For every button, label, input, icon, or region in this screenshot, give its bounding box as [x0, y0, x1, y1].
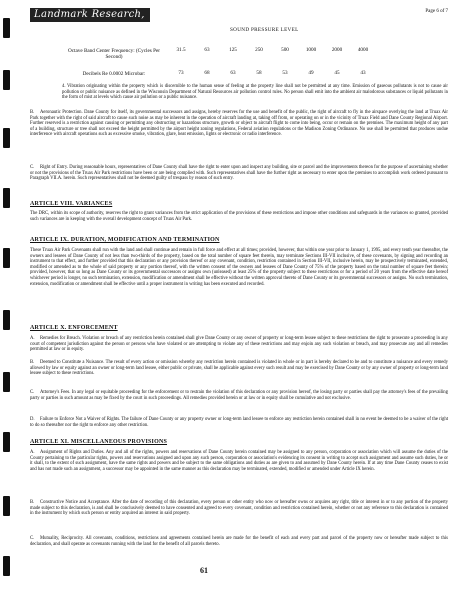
- article-x-a-text: Remedies for Breach. Violation or breach of any restriction herein contained shall give Dane County or any owner of property or long-term lessee subject to these restrictions the right to prosecute a proceeding in any court of competent jurisdiction against the person or persons who have violated or are attempting to violate any of these restrictions and may enjoin any such violation or breach, and may prosecute any and all remedies permitted at law or in equity.: [30, 336, 448, 353]
- article-viii-text: The DRC, within its scope of authority, reserves the right to grant variances from the strict application of the provisions of these restrictions and impose other conditions and safeguards in the variances so granted, provided such variances are in keeping with the overall development concept of Truax Air Park.: [30, 211, 448, 222]
- frequency-label: Octave Band Center Frequency: (Cycles Per Second): [67, 48, 161, 60]
- db-value: 49: [308, 70, 314, 76]
- frequency-values: [168, 48, 376, 60]
- article-x-c: C. Attorney's Fees. In any legal or equitable proceeding for the enforcement or to restrain the violation of this declaration or any provision hereof, the losing party or parties shall pay the attorney's fees of the prevailing party or parties in such amount as may be fixed by the court in such proceedings. All remedies provided herein or at law or in equity shall be cumulative and not exclusive.: [30, 390, 448, 401]
- binder-edge: [0, 0, 12, 599]
- db-value: 68: [204, 70, 210, 76]
- article-xi-c-text: Mutuality, Reciprocity. All covenants, conditions, restrictions and agreements contained herein are made for the benefit of each and every part and parcel of the property now or hereafter made subject to this declaration, and shall operate as covenants running with the land for the benefit of all parcels thereto.: [30, 536, 448, 547]
- section-c: C. Right of Entry. During reasonable hours, representatives of Dane County shall have the right to enter upon and inspect any building, site or parcel and the improvements thereon for the purpose of ascertaining whether or not the provisions of the Truax Air Park restrictions have been or are being complied with. Such representatives shall have the further right as necessary to enter upon the premises to accomplish work ordered pursuant to Paragraph VII.A. herein. Such representatives shall not be deemed guilty of trespass by reason of such entry.: [30, 165, 448, 182]
- db-value: 45: [334, 70, 340, 76]
- freq-value: 4000: [357, 47, 369, 53]
- article-x-title: ARTICLE X. ENFORCEMENT: [30, 325, 118, 331]
- section-b: B. Aeronautic Protection. Dane County for itself, its governmental successors and assigns, hereby reserves for the use and benefit of the public, the right of aircraft to fly in the airspace overlying the land at Truax Air Park together with the right of said aircraft to cause such noise as may be inherent in the operation of aircraft landing at, taking off from, or operating on or in the vicinity of Truax Field and Dane County Regional Airport. Further reserved is a restriction against causing or permitting any obstructing or hazardous structure, growth or object to aircraft flight to come into being, occur or remain on the premises. The maximum height of any part of a building, structure or tree shall not exceed the height permitted by the airport height zoning regulations, Federal aviation regulations or the Madison Zoning Ordinance. No use shall be permitted that produces undue interference with aircraft operations such as excessive smoke, vibration, glare, heat emission, lights or electronic or radio interference.: [30, 110, 448, 138]
- decibel-label: Decibels Re 0.0002 Microbar:: [82, 71, 146, 77]
- article-viii-title: ARTICLE VIII. VARIANCES: [30, 201, 113, 207]
- article-ix-title: ARTICLE IX. DURATION, MODIFICATION AND TERMINATION: [30, 237, 220, 243]
- section-a4: 4. Vibration originating within the property which is discernible to the human sense of feeling at the property line shall not be permitted at any time. Emission of gaseous pollutants is not to cause air pollution or public nuisance as defined in the Wisconsin Department of Natural Resources air pollution control rules. No person shall emit into the ambient air malodorous substances or liquid pollutants in the form of mist at levels which cause air pollution or a public nuisance.: [62, 84, 448, 101]
- decibel-row: [60, 71, 450, 77]
- section-b-text: Aeronautic Protection. Dane County for itself, its governmental successors and assigns, hereby reserves for the use and benefit of the public, the right of aircraft to fly in the airspace overlying the land at Truax Air Park together with the right of said aircraft to cause such noise as may be inherent in the operation of aircraft landing at, taking off from, or operating on or in the vicinity of Truax Field and Dane County Regional Airport. Further reserved is a restriction against causing or permitting any obstructing or hazardous structure, growth or object to aircraft flight to come into being, occur or remain on the premises. The maximum height of any part of a building, structure or tree shall not exceed the height permitted by the airport height zoning regulations, Federal aviation regulations or the Madison Zoning Ordinance. No use shall be permitted that produces undue interference with aircraft operations such as excessive smoke, vibration, glare, heat emission, lights or electronic or radio interference.: [30, 110, 448, 138]
- article-xi-a-text: Assignment of Rights and Duties. Any and all of the rights, powers and reservations of Dane County herein contained may be assigned to any person, corporation or association which will assume the duties of the County pertaining to the particular rights, powers and reservations assigned and upon any such person, corporation or association's evidencing its consent in writing to accept such assignment and assume such duties, he or it shall, to the extent of such assignment, have the same rights and powers and be subject to the same obligations and duties as are given to and assumed by Dane County herein. If at any time Dane County ceases to exist and has not made such an assignment, a successor may be appointed in the same manner as this declaration may be terminated, extended, modified or amended under Article IX herein.: [30, 450, 448, 472]
- db-value: 53: [282, 70, 288, 76]
- db-value: 43: [360, 70, 366, 76]
- freq-value: 63: [204, 47, 210, 53]
- freq-value: 1000: [305, 47, 317, 53]
- article-xi-b: B. Constructive Notice and Acceptance. After the date of recording of this declaration, every person or other entity who now or hereafter owns or acquires any right, title or interest in or to any portion of the property made subject to this declaration, is and shall be conclusively deemed to have consented and agreed to every covenant, condition and restriction contained herein, whether or not any reference to this declaration is contained in the instrument by which such person or entity acquired an interest in said property.: [30, 500, 448, 517]
- freq-value: 2000: [331, 47, 343, 53]
- freq-value: 125: [229, 47, 237, 53]
- article-xi-c: C. Mutuality, Reciprocity. All covenants, conditions, restrictions and agreements contained herein are made for the benefit of each and every part and parcel of the property now or hereafter made subject to this declaration, and shall operate as covenants running with the land for the benefit of all parcels thereto.: [30, 536, 448, 547]
- freq-value: 250: [255, 47, 263, 53]
- article-x-b-text: Deemed to Constitute a Nuisance. The result of every action or omission whereby any restriction herein contained is violated in whole or in part is hereby declared to be and to constitute a nuisance and every remedy allowed by law or equity against an owner or long-term land lessee, either public or private, shall be applicable against every such result and may be exercised by Dane County or by any owner of property or long-term land lessee subject to these restrictions.: [30, 360, 448, 377]
- frequency-row: [60, 48, 450, 60]
- decibel-values: [168, 71, 376, 77]
- section-c-text: Right of Entry. During reasonable hours, representatives of Dane County shall have the right to enter upon and inspect any building, site or parcel and the improvements thereon for the purpose of ascertaining whether or not the provisions of the Truax Air Park restrictions have been or are being complied with. Such representatives shall have the further right as necessary to enter upon the premises to accomplish work ordered pursuant to Paragraph VII.A. herein. Such representatives shall not be deemed guilty of trespass by reason of such entry.: [30, 165, 448, 182]
- article-x-c-text: Attorney's Fees. In any legal or equitable proceeding for the enforcement or to restrain the violation of this declaration or any provision hereof, the losing party or parties shall pay the attorney's fees of the prevailing party or parties in such amount as may be fixed by the court in such proceedings. All remedies provided herein or at law or in equity shall be cumulative and not exclusive.: [30, 390, 448, 401]
- article-x-d: D. Failure to Enforce Not a Waiver of Rights. The failure of Dane County or any property owner or long-term land lessee to enforce any restriction herein contained shall in no event be deemed to be a waiver of the right to do so thereafter nor the right to enforce any other restriction.: [30, 417, 448, 428]
- db-value: 63: [230, 70, 236, 76]
- page-mark: 61: [200, 566, 208, 575]
- article-ix-text: These Truax Air Park Covenants shall run with the land and shall continue and remain in full force and effect at all times; provided, however, that within one year prior to January 1, 1995, and every tenth year thereafter, the owners and lessees of Dane County of not less than two-thirds of the property, based on the total number of square feet therein, may terminate Sections III-VII inclusive, of these covenants, by signing and recording an instrument to that effect, and further provided that this declaration or any provision thereof or any covenant, condition, restriction contained in Section III-VII, inclusive herein, may be prospectively terminated, extended, modified or amended as to the whole of said property or any portion thereof, with the written consent of the owners and lessees of Dane County of 75% of the property based on the total number of square feet therein; provided, however, that so long as Dane County or its governmental successors or assigns own (unleased) at least 25% of the property subject to these restrictions or for a period of 20 years from the effective date hereof whichever period is longer, no such termination, extension, modification or amendment shall be effective without the written approval thereto of Dane County or its governmental successors or assigns. No such termination, extension, modification or amendment shall be effective until a proper instrument in writing has been executed and recorded.: [30, 248, 448, 287]
- article-xi-a: A. Assignment of Rights and Duties. Any and all of the rights, powers and reservations of Dane County herein contained may be assigned to any person, corporation or association which will assume the duties of the County pertaining to the particular rights, powers and reservations assigned and upon any such person, corporation or association's evidencing its consent in writing to accept such assignment and assume such duties, he or it shall, to the extent of such assignment, have the same rights and powers and be subject to the same obligations and duties as are given to and assumed by Dane County herein. If at any time Dane County ceases to exist and has not made such an assignment, a successor may be appointed in the same manner as this declaration may be terminated, extended, modified or amended under Article IX herein.: [30, 450, 448, 472]
- company-logo: Landmark Research, Inc.: [30, 8, 150, 22]
- article-xi-title: ARTICLE XI. MISCELLANEOUS PROVISIONS: [30, 439, 168, 445]
- document-page: [30, 8, 448, 593]
- db-value: 73: [178, 70, 184, 76]
- freq-value: 31.5: [176, 47, 186, 53]
- freq-value: 500: [281, 47, 289, 53]
- article-x-d-text: Failure to Enforce Not a Waiver of Rights. The failure of Dane County or any property owner or long-term land lessee to enforce any restriction herein contained shall in no event be deemed to be a waiver of the right to do so thereafter nor the right to enforce any other restriction.: [30, 417, 448, 428]
- page-number: Page 6 of 7: [425, 9, 448, 14]
- sound-table-title: SOUND PRESSURE LEVEL: [230, 27, 299, 33]
- db-value: 58: [256, 70, 262, 76]
- article-x-b: B. Deemed to Constitute a Nuisance. The result of every action or omission whereby any restriction herein contained is violated in whole or in part is hereby declared to be and to constitute a nuisance and every remedy allowed by law or equity against an owner or long-term land lessee, either public or private, shall be applicable against every such result and may be exercised by Dane County or by any owner of property or long-term land lessee subject to these restrictions.: [30, 360, 448, 377]
- article-xi-b-text: Constructive Notice and Acceptance. After the date of recording of this declaration, every person or other entity who now or hereafter owns or acquires any right, title or interest in or to any portion of the property made subject to this declaration, is and shall be conclusively deemed to have consented and agreed to every covenant, condition and restriction contained herein, whether or not any reference to this declaration is contained in the instrument by which such person or entity acquired an interest in said property.: [30, 500, 448, 517]
- article-x-a: A. Remedies for Breach. Violation or breach of any restriction herein contained shall give Dane County or any owner of property or long-term lessee subject to these restrictions the right to prosecute a proceeding in any court of competent jurisdiction against the person or persons who have violated or are attempting to violate any of these restrictions and may enjoin any such violation or breach, and may prosecute any and all remedies permitted at law or in equity.: [30, 336, 448, 353]
